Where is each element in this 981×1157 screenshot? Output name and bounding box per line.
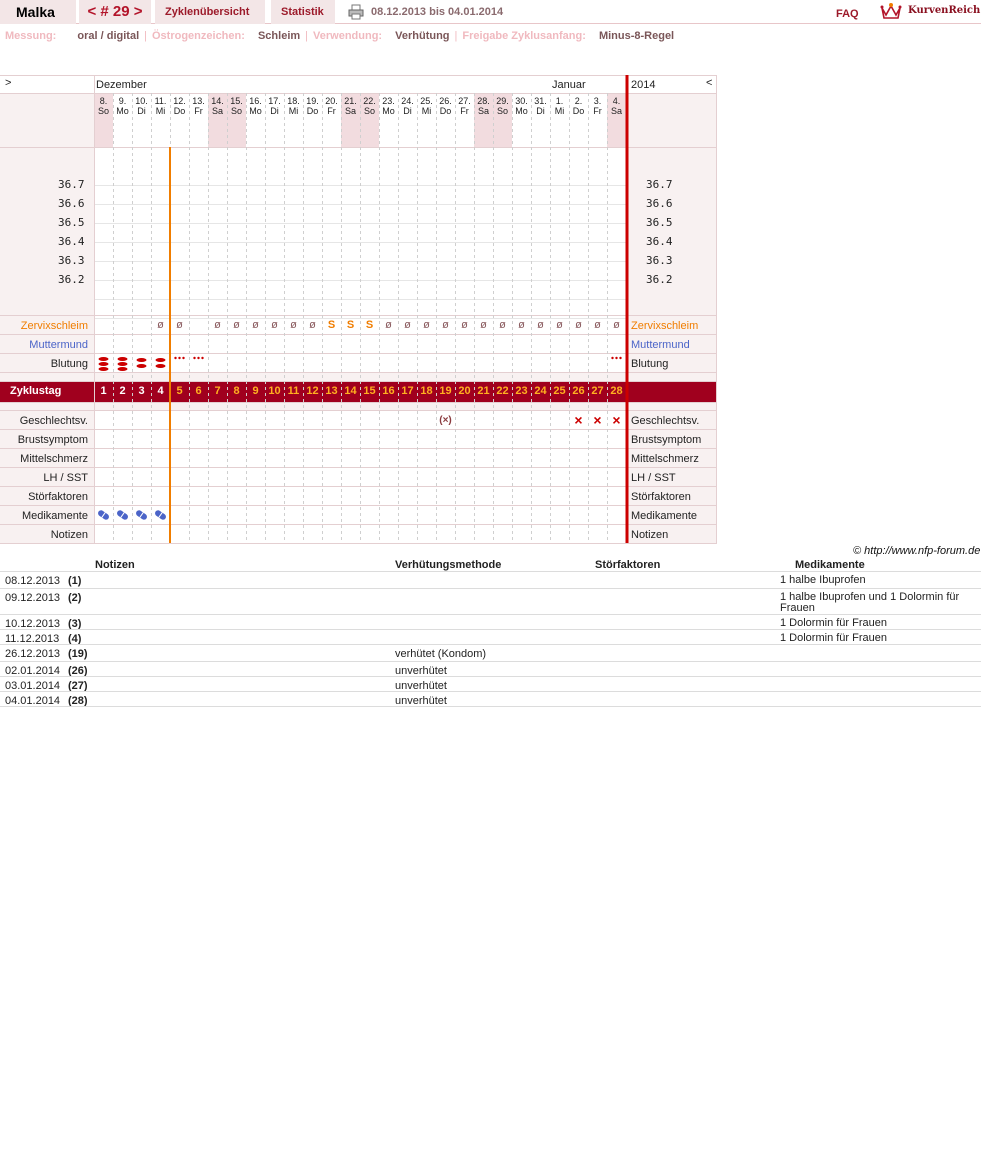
day-number: 18.	[287, 96, 300, 106]
day-number: 11.	[154, 96, 167, 106]
weekday: Di	[270, 106, 279, 116]
col-notizen: Notizen	[95, 559, 135, 571]
note-date: 26.12.2013	[5, 648, 61, 660]
oestrogen-label: Östrogenzeichen:	[152, 30, 245, 42]
crown-logo-icon	[880, 2, 902, 20]
mucus-dry-mark[interactable]: ø	[290, 319, 297, 331]
verwendung-label: Verwendung:	[313, 30, 383, 42]
mucus-s-mark[interactable]: S	[346, 319, 355, 331]
mucus-dry-mark[interactable]: ø	[214, 319, 221, 331]
cycle-day-number: 11	[287, 385, 300, 397]
year-label: 2014	[631, 79, 656, 91]
label-geschlechtsv: Geschlechtsv.	[19, 415, 88, 427]
cycle-navigator[interactable]: < # 29 >	[79, 0, 151, 24]
note-date: 03.01.2014	[5, 680, 61, 692]
day-number: 21.	[344, 96, 357, 106]
weekday: Mi	[554, 106, 565, 116]
freigabe-label: Freigabe Zyklusanfang:	[462, 30, 586, 42]
table-row	[0, 676, 981, 691]
day-col-26	[569, 96, 588, 116]
day-col-12	[303, 96, 322, 116]
day-number: 29.	[496, 96, 509, 106]
day-number: 26.	[439, 96, 452, 106]
day-col-11	[284, 96, 303, 116]
day-col-17	[398, 96, 417, 116]
label-lh: LH / SST	[43, 472, 88, 484]
cycle-day-number: 25	[553, 385, 566, 397]
day-number: 9.	[118, 96, 127, 106]
right-label-blutung: Blutung	[631, 358, 669, 370]
right-temp-tick: 36.4	[646, 235, 673, 248]
day-col-3	[132, 96, 151, 116]
intercourse-protected-mark[interactable]: (×)	[439, 415, 452, 426]
day-col-13	[322, 96, 341, 116]
freigabe-value: Minus-8-Regel	[598, 30, 675, 42]
chart-grid	[0, 75, 717, 544]
day-col-27	[588, 96, 607, 116]
intercourse-mark[interactable]: ×	[612, 412, 621, 428]
mucus-dry-mark[interactable]: ø	[556, 319, 563, 331]
right-label-medikamente: Medikamente	[631, 510, 698, 522]
day-number: 24.	[401, 96, 414, 106]
weekday: Mi	[421, 106, 432, 116]
note-cycle-day: (27)	[68, 680, 88, 692]
verwendung-value: Verhütung	[395, 30, 450, 42]
day-col-25	[550, 96, 569, 116]
col-medikamente: Medikamente	[795, 559, 865, 571]
day-number: 14.	[211, 96, 224, 106]
cycle-day-number: 5	[176, 385, 183, 397]
day-number: 23.	[382, 96, 395, 106]
label-medikamente: Medikamente	[21, 510, 88, 522]
col-verhuetung: Verhütungsmethode	[395, 559, 502, 571]
intercourse-mark[interactable]: ×	[593, 412, 602, 428]
mucus-dry-mark[interactable]: ø	[575, 319, 582, 331]
day-col-5	[170, 96, 189, 116]
print-icon[interactable]	[348, 4, 364, 20]
day-number: 10.	[135, 96, 148, 106]
day-number: 15.	[230, 96, 243, 106]
day-number: 30.	[515, 96, 528, 106]
weekday: Mo	[249, 106, 262, 116]
brand-logo[interactable]: KurvenReich	[908, 5, 981, 16]
day-col-23	[512, 96, 531, 116]
day-col-4	[151, 96, 170, 116]
cycle-day-number: 20	[458, 385, 471, 397]
day-col-18	[417, 96, 436, 116]
weekday: Di	[403, 106, 412, 116]
faq-link[interactable]: FAQ	[836, 8, 859, 20]
cycle-day-number: 21	[477, 385, 490, 397]
note-date: 11.12.2013	[5, 633, 60, 645]
cycle-day-number: 7	[214, 385, 221, 397]
note-date: 02.01.2014	[5, 665, 61, 677]
cycle-day-number: 9	[252, 385, 259, 397]
weekday: So	[496, 106, 508, 116]
cycle-settings: Messung: oral / digital | Östrogenzeichen: Schleim | Verwendung: Verhütung | Freigabe Zyklusanfang: Minus-8-Regel	[5, 30, 675, 42]
col-stoerfaktoren: Störfaktoren	[595, 559, 661, 571]
cycle-day-number: 26	[572, 385, 585, 397]
label-notizen: Notizen	[50, 529, 88, 541]
day-col-22	[493, 96, 512, 116]
note-date: 04.01.2014	[5, 695, 61, 707]
mucus-dry-mark[interactable]: ø	[537, 319, 544, 331]
mucus-dry-mark[interactable]: ø	[442, 319, 449, 331]
day-col-16	[379, 96, 398, 116]
cycle-day-number: 24	[534, 385, 547, 397]
cycle-day-number: 13	[325, 385, 338, 397]
bleeding-light-mark[interactable]	[174, 357, 184, 359]
day-number: 17.	[268, 96, 281, 106]
cycle-day-number: 3	[138, 385, 145, 397]
note-method: unverhütet	[395, 695, 447, 707]
day-col-6	[189, 96, 208, 116]
table-end-line	[0, 706, 981, 707]
messung-value: oral / digital	[77, 30, 140, 42]
weekday: Mo	[382, 106, 395, 116]
nav-prev-button[interactable]: >	[5, 77, 12, 89]
note-medication: 1 halbe Ibuprofen und 1 Dolormin für Frauen	[780, 591, 960, 614]
temp-tick: 36.5	[58, 216, 85, 229]
day-number: 8.	[99, 96, 108, 106]
weekday: Di	[137, 106, 146, 116]
temp-tick: 36.2	[58, 273, 85, 286]
day-col-14	[341, 96, 360, 116]
weekday: Do	[439, 106, 452, 116]
right-label-muttermund: Muttermund	[631, 339, 690, 351]
note-cycle-day: (19)	[68, 648, 88, 660]
copyright: © http://www.nfp-forum.de	[853, 545, 981, 557]
label-zervix: Zervixschleim	[20, 320, 88, 332]
table-row	[0, 691, 981, 706]
bleeding-heavy-mark[interactable]	[118, 357, 128, 371]
weekday: Fr	[593, 106, 602, 116]
day-number: 4.	[612, 96, 621, 106]
weekday: Do	[306, 106, 319, 116]
temp-tick: 36.6	[58, 197, 85, 210]
note-medication: 1 halbe Ibuprofen	[780, 574, 866, 586]
day-number: 16.	[249, 96, 262, 106]
cycle-day-number: 12	[306, 385, 319, 397]
cycle-day-number: 19	[439, 385, 452, 397]
weekday: Di	[536, 106, 545, 116]
day-col-24	[531, 96, 550, 116]
date-range: 08.12.2013 bis 04.01.2014	[371, 6, 504, 18]
mucus-dry-mark[interactable]: ø	[499, 319, 506, 331]
cycle-day-number: 23	[515, 385, 528, 397]
day-number: 27.	[458, 96, 471, 106]
cycle-day-number: 22	[496, 385, 509, 397]
table-row	[0, 588, 981, 614]
cycle-day-number: 27	[591, 385, 604, 397]
table-row	[0, 629, 981, 644]
cycle-chart	[0, 75, 717, 544]
label-mittelschmerz: Mittelschmerz	[20, 453, 88, 465]
cycle-day-number: 1	[100, 385, 107, 397]
right-label-notizen: Notizen	[631, 529, 669, 541]
mucus-dry-mark[interactable]: ø	[404, 319, 411, 331]
day-col-21	[474, 96, 493, 116]
note-date: 09.12.2013	[5, 592, 61, 604]
note-cycle-day: (3)	[68, 618, 82, 630]
day-number: 20.	[325, 96, 338, 106]
intercourse-mark[interactable]: ×	[574, 412, 583, 428]
right-label-mittelschmerz: Mittelschmerz	[631, 453, 699, 465]
mucus-s-mark[interactable]: S	[365, 319, 374, 331]
mucus-dry-mark[interactable]: ø	[461, 319, 468, 331]
label-muttermund: Muttermund	[29, 339, 88, 351]
right-label-brustsymptom: Brustsymptom	[631, 434, 702, 446]
table-row	[0, 644, 981, 661]
temp-tick: 36.7	[58, 178, 85, 191]
label-blutung: Blutung	[50, 358, 88, 370]
right-label-geschlechtsv: Geschlechtsv.	[631, 415, 700, 427]
cycle-day-number: 8	[233, 385, 240, 397]
nav-next-button[interactable]: <	[706, 77, 713, 89]
cycle-day-number: 15	[363, 385, 376, 397]
note-cycle-day: (28)	[68, 695, 88, 707]
note-cycle-day: (4)	[68, 633, 82, 645]
mucus-dry-mark[interactable]: ø	[309, 319, 316, 331]
right-label-stoerfaktoren: Störfaktoren	[631, 491, 691, 503]
note-date: 08.12.2013	[5, 575, 61, 587]
day-number: 13.	[192, 96, 205, 106]
weekday: Mo	[116, 106, 129, 116]
table-row	[0, 614, 981, 629]
cycle-day-number: 17	[401, 385, 414, 397]
top-bar	[0, 0, 981, 24]
mucus-dry-mark[interactable]: ø	[613, 319, 620, 331]
mucus-dry-mark[interactable]: ø	[271, 319, 278, 331]
label-zyklustag: Zyklustag	[10, 385, 62, 397]
cycle-day-number: 6	[195, 385, 202, 397]
user-name: Malka	[0, 0, 76, 24]
label-stoerfaktoren: Störfaktoren	[28, 491, 88, 503]
cycle-day-number: 14	[344, 385, 357, 397]
mucus-dry-mark[interactable]: ø	[423, 319, 430, 331]
day-col-19	[436, 96, 455, 116]
right-temp-tick: 36.6	[646, 197, 673, 210]
table-row	[0, 661, 981, 676]
bleeding-light-mark[interactable]	[193, 357, 203, 359]
tab-statistics[interactable]: Statistik	[271, 0, 335, 24]
cycle-day-number: 18	[420, 385, 433, 397]
weekday: Sa	[211, 106, 223, 116]
cycle-day-number: 16	[382, 385, 395, 397]
messung-label: Messung:	[5, 30, 57, 42]
mucus-dry-mark[interactable]: ø	[157, 319, 164, 331]
weekday: So	[97, 106, 109, 116]
day-col-2	[113, 96, 132, 116]
right-temp-tick: 36.7	[646, 178, 673, 191]
note-method: verhütet (Kondom)	[395, 648, 487, 660]
mucus-s-mark[interactable]: S	[327, 319, 336, 331]
weekday: So	[230, 106, 242, 116]
note-cycle-day: (1)	[68, 575, 82, 587]
month-december: Dezember	[96, 79, 147, 91]
mucus-dry-mark[interactable]: ø	[480, 319, 487, 331]
note-method: unverhütet	[395, 665, 447, 677]
weekday: Fr	[194, 106, 203, 116]
mucus-dry-mark[interactable]: ø	[176, 319, 183, 331]
note-method: unverhütet	[395, 680, 447, 692]
day-number: 31.	[534, 96, 547, 106]
note-medication: 1 Dolormin für Frauen	[780, 632, 887, 644]
month-january: Januar	[552, 79, 586, 91]
label-brustsymptom: Brustsymptom	[17, 434, 88, 446]
day-number: 28.	[477, 96, 490, 106]
note-medication: 1 Dolormin für Frauen	[780, 617, 887, 629]
weekday: So	[363, 106, 375, 116]
day-col-7	[208, 96, 227, 116]
right-label-lh: LH / SST	[631, 472, 676, 484]
temp-tick: 36.3	[58, 254, 85, 267]
day-number: 12.	[173, 96, 186, 106]
mucus-dry-mark[interactable]: ø	[233, 319, 240, 331]
bleeding-light-mark[interactable]	[611, 357, 621, 359]
day-col-10	[265, 96, 284, 116]
cycle-day-number: 2	[119, 385, 126, 397]
weekday: Sa	[610, 106, 622, 116]
day-number: 3.	[593, 96, 602, 106]
right-temp-tick: 36.3	[646, 254, 673, 267]
day-number: 2.	[574, 96, 583, 106]
left-labels	[0, 75, 88, 544]
right-temp-tick: 36.2	[646, 273, 673, 286]
day-number: 22.	[363, 96, 376, 106]
weekday: Mo	[515, 106, 528, 116]
right-temp-tick: 36.5	[646, 216, 673, 229]
oestrogen-value: Schleim	[257, 30, 301, 42]
day-number: 1.	[555, 96, 564, 106]
table-row	[0, 571, 981, 588]
weekday: Mi	[155, 106, 166, 116]
mucus-dry-mark[interactable]: ø	[252, 319, 259, 331]
temp-tick: 36.4	[58, 235, 85, 248]
weekday: Mi	[288, 106, 299, 116]
day-col-9	[246, 96, 265, 116]
cycle-day-number: 28	[610, 385, 623, 397]
weekday: Sa	[477, 106, 489, 116]
note-date: 10.12.2013	[5, 618, 61, 630]
cycle-day-number: 4	[157, 385, 164, 397]
weekday: Fr	[460, 106, 469, 116]
note-cycle-day: (2)	[68, 592, 82, 604]
day-col-15	[360, 96, 379, 116]
day-col-1	[94, 96, 113, 116]
weekday: Fr	[327, 106, 336, 116]
day-col-28	[607, 96, 626, 116]
weekday: Do	[173, 106, 186, 116]
mucus-dry-mark[interactable]: ø	[518, 319, 525, 331]
day-number: 19.	[306, 96, 319, 106]
tab-cycle-overview[interactable]: Zyklenübersicht	[155, 0, 265, 24]
mucus-dry-mark[interactable]: ø	[385, 319, 392, 331]
right-label-zervix: Zervixschleim	[631, 320, 699, 332]
weekday: Sa	[344, 106, 356, 116]
mucus-dry-mark[interactable]: ø	[594, 319, 601, 331]
weekday: Do	[572, 106, 585, 116]
cycle-day-number: 10	[268, 385, 281, 397]
day-col-8	[227, 96, 246, 116]
day-number: 25.	[420, 96, 433, 106]
day-col-20	[455, 96, 474, 116]
bleeding-heavy-mark[interactable]	[99, 357, 109, 371]
note-cycle-day: (26)	[68, 665, 88, 677]
